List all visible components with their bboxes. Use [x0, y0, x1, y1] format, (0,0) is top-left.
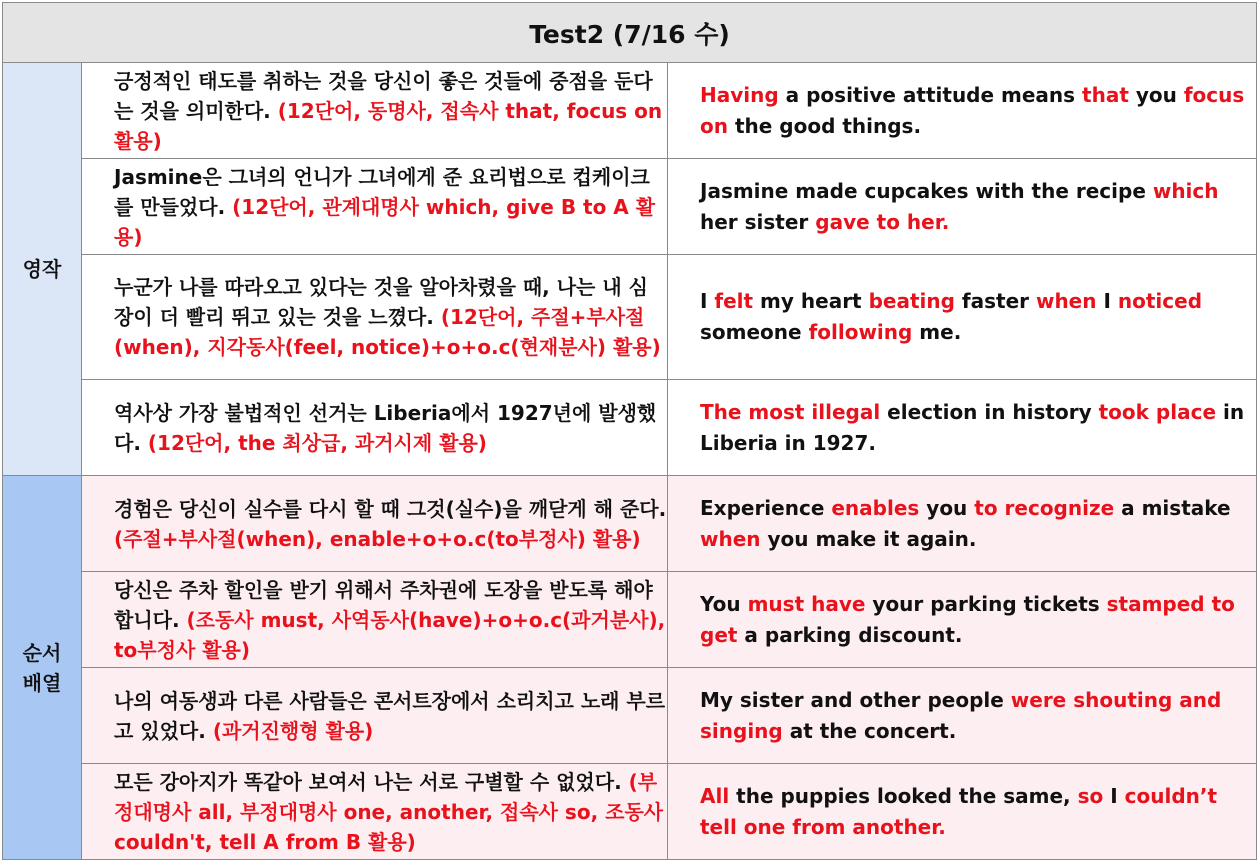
section-label-writing: 영작 [3, 63, 82, 476]
question-cell [82, 380, 668, 476]
answer-text: the puppies looked the same, [729, 783, 1078, 808]
question-text: 누군가 나를 따라오고 있다는 것을 알아차렸을 때, 나는 내 심장이 더 빨리 뛰고 있는 것을 느꼈다. [114, 275, 648, 329]
answer-text: My sister and other people [700, 687, 1011, 712]
question-hint: (12단어, 동명사, 접속사 that, focus on 활용) [114, 98, 663, 153]
section-label-text: 순서 배열 [22, 640, 62, 695]
answer-keyword: following [808, 320, 913, 344]
answer-keyword: gave to her. [815, 209, 950, 234]
answer-keyword: beating [868, 289, 955, 313]
answer-text: my heart [753, 289, 869, 313]
answer-text: a parking discount. [737, 622, 963, 647]
answer-cell [668, 255, 1257, 380]
question-cell [82, 63, 668, 159]
answer-text: your parking tickets [865, 591, 1107, 616]
question-cell [82, 159, 668, 255]
question-text: 모든 강아지가 똑같아 보여서 나는 서로 구별할 수 없었다. [114, 769, 622, 794]
question-hint: (12단어, 관계대명사 which, give B to A 활용) [114, 194, 656, 249]
answer-cell [668, 63, 1257, 159]
question-hint: (주절+부사절(when), enable+o+o.c(to부정사) 활용) [114, 526, 641, 551]
answer-cell [668, 380, 1257, 476]
answer-cell [668, 668, 1257, 764]
answer-text: a mistake [1114, 495, 1231, 520]
question-hint: (12단어, 주절+부사절(when), 지각동사(feel, notice)+o+o.c(현재분사) 활용) [114, 305, 661, 359]
answer-keyword: must have [747, 591, 866, 616]
answer-keyword: enables [831, 495, 920, 520]
answer-keyword: so [1077, 783, 1104, 808]
question-cell [82, 255, 668, 380]
worksheet-table [2, 2, 1257, 860]
question-hint: (부정대명사 all, 부정대명사 one, another, 접속사 so, 조동사 couldn't, tell A from B 활용) [114, 769, 664, 854]
question-text: Jasmine은 그녀의 언니가 그녀에게 준 요리법으로 컵케이크를 만들었다. [114, 164, 650, 219]
answer-text: in Liberia in 1927. [700, 399, 1245, 455]
answer-keyword: The most illegal [700, 399, 881, 424]
answer-text: her sister [700, 209, 816, 234]
answer-text: you [919, 495, 975, 520]
question-text: 경험은 당신이 실수를 다시 할 때 그것(실수)을 깨닫게 해 준다. [114, 496, 667, 521]
question-cell [82, 668, 668, 764]
answer-text: faster [954, 289, 1036, 313]
answer-text: the good things. [727, 113, 922, 138]
answer-cell [668, 159, 1257, 255]
question-text: 나의 여동생과 다른 사람들은 콘서트장에서 소리치고 노래 부르고 있었다. [114, 688, 666, 743]
answer-keyword: Having [700, 82, 779, 107]
answer-keyword: noticed [1117, 289, 1203, 313]
answer-keyword: stamped to get [700, 591, 1235, 647]
answer-cell [668, 764, 1257, 860]
answer-text: a positive attitude means [778, 82, 1083, 107]
answer-text: I [1096, 289, 1118, 313]
answer-cell [668, 572, 1257, 668]
answer-text: Experience [700, 495, 832, 520]
answer-keyword: to recognize [974, 495, 1115, 520]
question-cell [82, 572, 668, 668]
question-cell [82, 764, 668, 860]
section-label-ordering [3, 476, 82, 860]
answer-text: You [700, 591, 748, 616]
question-text: 긍정적인 태도를 취하는 것을 당신이 좋은 것들에 중점을 둔다는 것을 의미한다. [114, 68, 653, 123]
answer-text: me. [912, 320, 962, 344]
answer-keyword: focus on [700, 82, 1245, 138]
answer-keyword: couldn’t tell one from another. [700, 783, 1218, 839]
question-text: 역사상 가장 불법적인 선거는 Liberia에서 1927년에 발생했다. [114, 400, 657, 455]
question-hint: (과거진행형 활용) [212, 718, 374, 743]
answer-text: at the concert. [782, 718, 957, 743]
answer-keyword: took place [1098, 399, 1217, 424]
answer-text: I [700, 289, 715, 313]
answer-keyword: that [1082, 82, 1129, 107]
worksheet-title: Test2 (7/16 수) [3, 3, 1257, 63]
answer-text: Jasmine made cupcakes with the recipe [700, 178, 1153, 203]
question-hint: (12단어, the 최상급, 과거시제 활용) [147, 430, 487, 455]
answer-keyword: which [1152, 178, 1219, 203]
answer-keyword: All [700, 783, 730, 808]
question-hint: (조동사 must, 사역동사(have)+o+o.c(과거분사), to부정사 활용) [114, 607, 666, 662]
answer-keyword: felt [714, 289, 754, 313]
answer-text: someone [700, 320, 809, 344]
question-text: 당신은 주차 할인을 받기 위해서 주차권에 도장을 받도록 해야 합니다. [114, 577, 653, 632]
answer-text: I [1103, 783, 1125, 808]
answer-keyword: when [1035, 289, 1097, 313]
answer-keyword: were shouting and singing [700, 687, 1222, 743]
answer-keyword: when [700, 526, 761, 551]
answer-text: you make it again. [760, 526, 977, 551]
answer-text: election in history [880, 399, 1099, 424]
question-cell [82, 476, 668, 572]
answer-text: you [1128, 82, 1184, 107]
answer-cell [668, 476, 1257, 572]
